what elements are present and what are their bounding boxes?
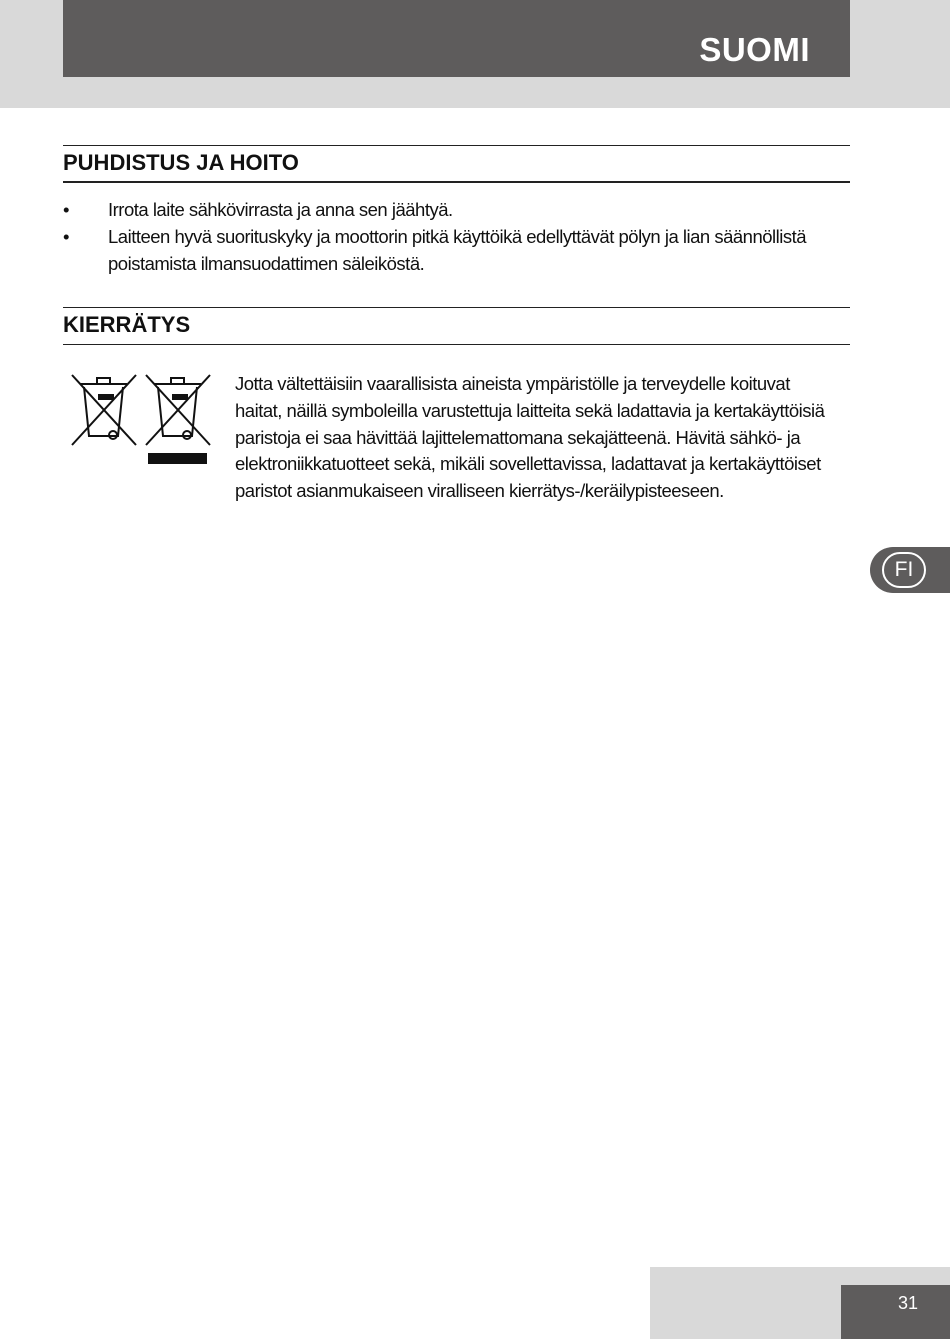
page-number: 31	[897, 1293, 918, 1313]
recycling-text: Jotta vältettäisiin vaarallisista aineista ympäristölle ja terveydelle koituvat haitat, näillä symboleilla varustettuja laitteita sekä ladattavia ja kertakäyttöisiä paristoja ei saa hävittää lajittelemattomana sekajätteenä. Hävitä sähkö- ja elektroniikkatuotteet sekä, mikäli sovellettavissa, ladattavat ja kertakäyttöiset paristot asianmukaiseen viralliseen kierrätys-/keräilypisteeseen.	[235, 373, 825, 502]
crossed-out-wheelie-bin-icon	[70, 373, 215, 468]
list-item-text: Irrota laite sähkövirrasta ja anna sen jäähtyä.	[108, 199, 453, 220]
bullet-marker: •	[63, 226, 69, 247]
list-item	[63, 223, 823, 277]
language-code-badge: FI	[882, 552, 926, 588]
section-heading-recycling: KIERRÄTYS	[63, 312, 191, 337]
language-tab	[870, 547, 950, 593]
list-item	[63, 196, 823, 223]
section-top-rule	[63, 145, 850, 146]
bullet-marker: •	[63, 199, 69, 220]
page-number-box	[841, 1285, 950, 1339]
section-bottom-rule	[63, 344, 850, 345]
battery-bar-icon	[148, 453, 207, 464]
section-top-rule	[63, 307, 850, 308]
header-bar	[63, 0, 850, 77]
language-title: SUOMI	[699, 31, 810, 68]
recycling-symbols	[70, 373, 215, 468]
cleaning-list	[63, 196, 823, 277]
section-bottom-rule	[63, 181, 850, 183]
list-item-text: Laitteen hyvä suorituskyky ja moottorin pitkä käyttöikä edellyttävät pölyn ja lian säännöllistä poistamista ilmansuodattimen säleiköstä.	[108, 226, 807, 274]
section-heading-cleaning: PUHDISTUS JA HOITO	[63, 150, 299, 175]
